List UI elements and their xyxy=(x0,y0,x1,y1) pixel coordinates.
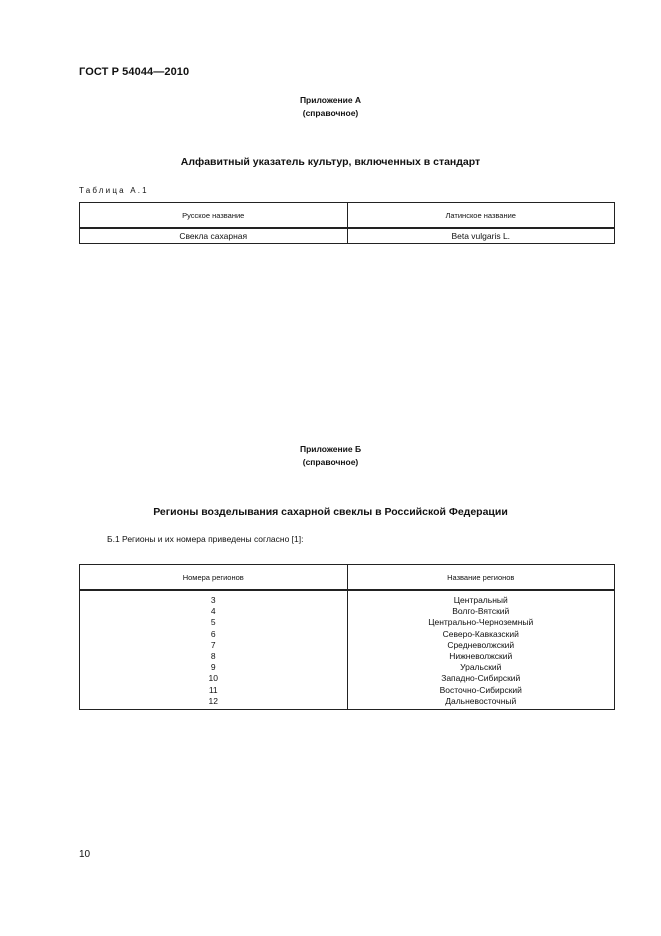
region-name: Восточно-Сибирский xyxy=(439,684,522,695)
table-header-row xyxy=(80,203,615,229)
cell-latin-name: Beta vulgaris L. xyxy=(347,228,615,244)
column-header-region-numbers: Номера регионов xyxy=(80,565,348,591)
table-row xyxy=(80,228,615,244)
regions-table xyxy=(79,564,615,710)
table-header-row xyxy=(80,565,615,591)
region-number: 4 xyxy=(210,606,216,617)
page-number: 10 xyxy=(79,849,91,860)
annex-a-subtitle: (справочное) xyxy=(302,108,359,118)
document-id: ГОСТ Р 54044—2010 xyxy=(79,66,190,78)
annex-a-title: Приложение А xyxy=(299,95,362,105)
region-name: Волго-Вятский xyxy=(452,606,510,617)
annex-b-heading: Регионы возделывания сахарной свеклы в Российской Федерации xyxy=(153,506,508,518)
region-number: 6 xyxy=(210,628,216,639)
table-a1-label: Таблица А.1 xyxy=(79,186,149,195)
cell-russian-name: Свекла сахарная xyxy=(80,228,348,244)
column-header-russian-name: Русское название xyxy=(80,203,348,229)
region-name: Центрально-Черноземный xyxy=(428,617,534,628)
annex-b-title: Приложение Б xyxy=(299,444,362,454)
region-number: 10 xyxy=(208,673,218,684)
region-name: Северо-Кавказский xyxy=(442,628,519,639)
annex-b-subtitle: (справочное) xyxy=(302,457,359,467)
column-header-latin-name: Латинское название xyxy=(347,203,615,229)
region-number: 3 xyxy=(210,595,216,605)
region-number: 12 xyxy=(208,695,218,706)
crop-index-table xyxy=(79,202,615,244)
region-name: Дальневосточный xyxy=(445,695,517,706)
region-numbers-column xyxy=(80,590,348,710)
region-number: 7 xyxy=(210,639,216,650)
region-name: Центральный xyxy=(453,595,508,605)
region-name: Нижневолжский xyxy=(449,651,513,662)
region-name: Западно-Сибирский xyxy=(441,673,521,684)
column-header-region-names: Название регионов xyxy=(347,565,615,591)
region-name: Средневолжский xyxy=(447,639,515,650)
region-name: Уральский xyxy=(460,662,502,673)
region-number: 9 xyxy=(210,662,216,673)
region-number: 8 xyxy=(210,651,216,662)
region-names-column xyxy=(347,590,615,710)
table-body-row xyxy=(80,590,615,710)
paragraph-b1: Б.1 Регионы и их номера приведены согласно [1]: xyxy=(107,534,304,544)
region-number: 11 xyxy=(208,684,218,695)
annex-a-heading: Алфавитный указатель культур, включенных в стандарт xyxy=(180,156,481,168)
region-number: 5 xyxy=(210,617,216,628)
